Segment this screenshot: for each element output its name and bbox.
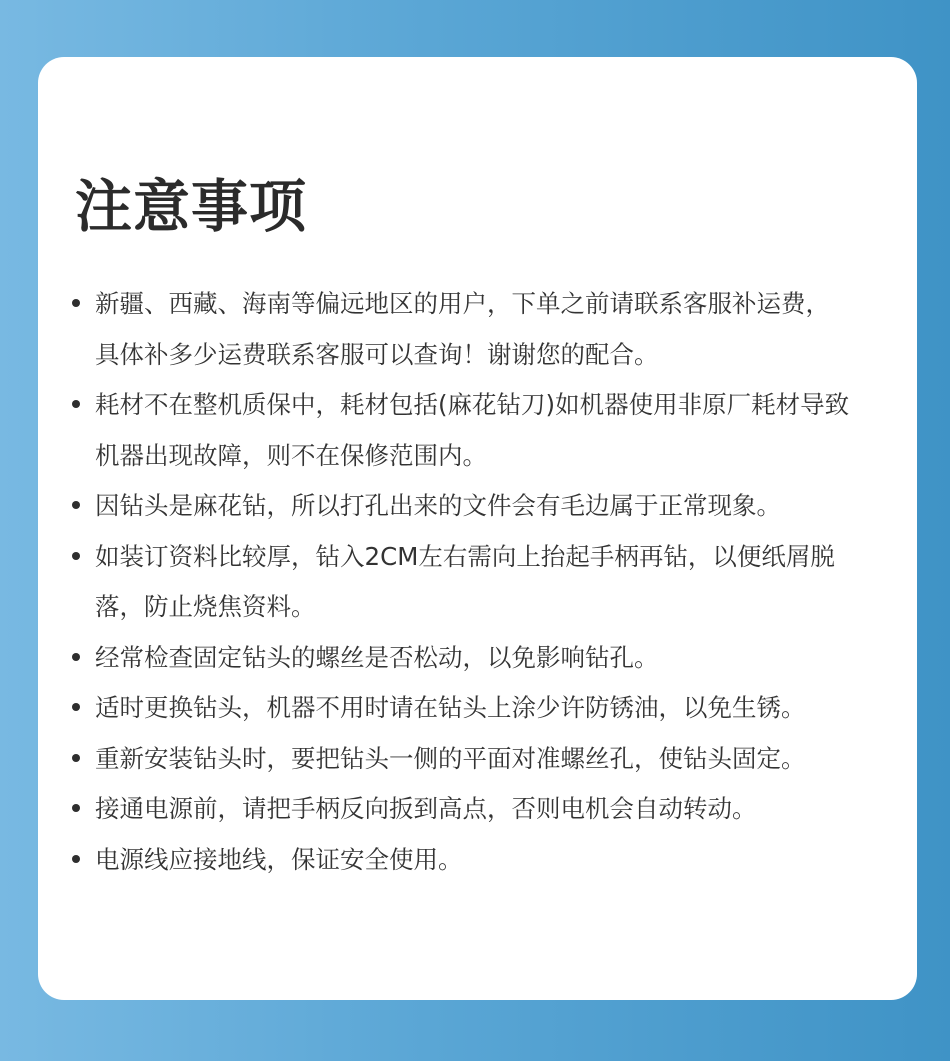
notice-card <box>38 57 917 1000</box>
item-text: 耗材不在整机质保中，耗材包括(麻花钻刀)如机器使用非原厂耗材导致 <box>95 390 850 419</box>
list-item <box>95 279 885 380</box>
bullet-icon <box>72 754 80 762</box>
bullet-icon <box>72 855 80 863</box>
bullet-icon <box>72 653 80 661</box>
bullet-icon <box>72 299 80 307</box>
list-item <box>95 784 885 835</box>
bullet-icon <box>72 400 80 408</box>
item-text: 新疆、西藏、海南等偏远地区的用户，下单之前请联系客服补运费， <box>95 289 830 318</box>
list-item <box>95 683 885 734</box>
item-text: 重新安装钻头时，要把钻头一侧的平面对准螺丝孔，使钻头固定。 <box>95 743 806 773</box>
bullet-icon <box>72 552 80 560</box>
bullet-icon <box>72 804 80 812</box>
list-item <box>95 734 885 785</box>
page-title: 注意事项 <box>75 174 307 240</box>
item-text: 因钻头是麻花钻，所以打孔出来的文件会有毛边属于正常现象。 <box>95 491 781 520</box>
list-item <box>95 532 885 633</box>
list-item <box>95 835 885 886</box>
item-text: 如装订资料比较厚，钻入2CM左右需向上抬起手柄再钻，以便纸屑脱 <box>95 541 835 571</box>
item-text: 适时更换钻头，机器不用时请在钻头上涂少许防锈油，以免生锈。 <box>95 693 806 722</box>
list-item <box>95 380 885 481</box>
item-text: 接通电源前，请把手柄反向扳到高点，否则电机会自动转动。 <box>95 794 757 823</box>
list-item <box>95 481 885 532</box>
item-text: 具体补多少运费联系客服可以查询！谢谢您的配合。 <box>95 339 659 369</box>
item-text: 机器出现故障，则不在保修范围内。 <box>95 440 487 470</box>
bullet-icon <box>72 501 80 509</box>
item-text: 电源线应接地线，保证安全使用。 <box>95 844 463 874</box>
bullet-icon <box>72 703 80 711</box>
item-text: 经常检查固定钻头的螺丝是否松动，以免影响钻孔。 <box>95 642 659 672</box>
list-item <box>95 633 885 684</box>
notice-list <box>95 279 885 885</box>
item-text: 落，防止烧焦资料。 <box>95 592 316 621</box>
